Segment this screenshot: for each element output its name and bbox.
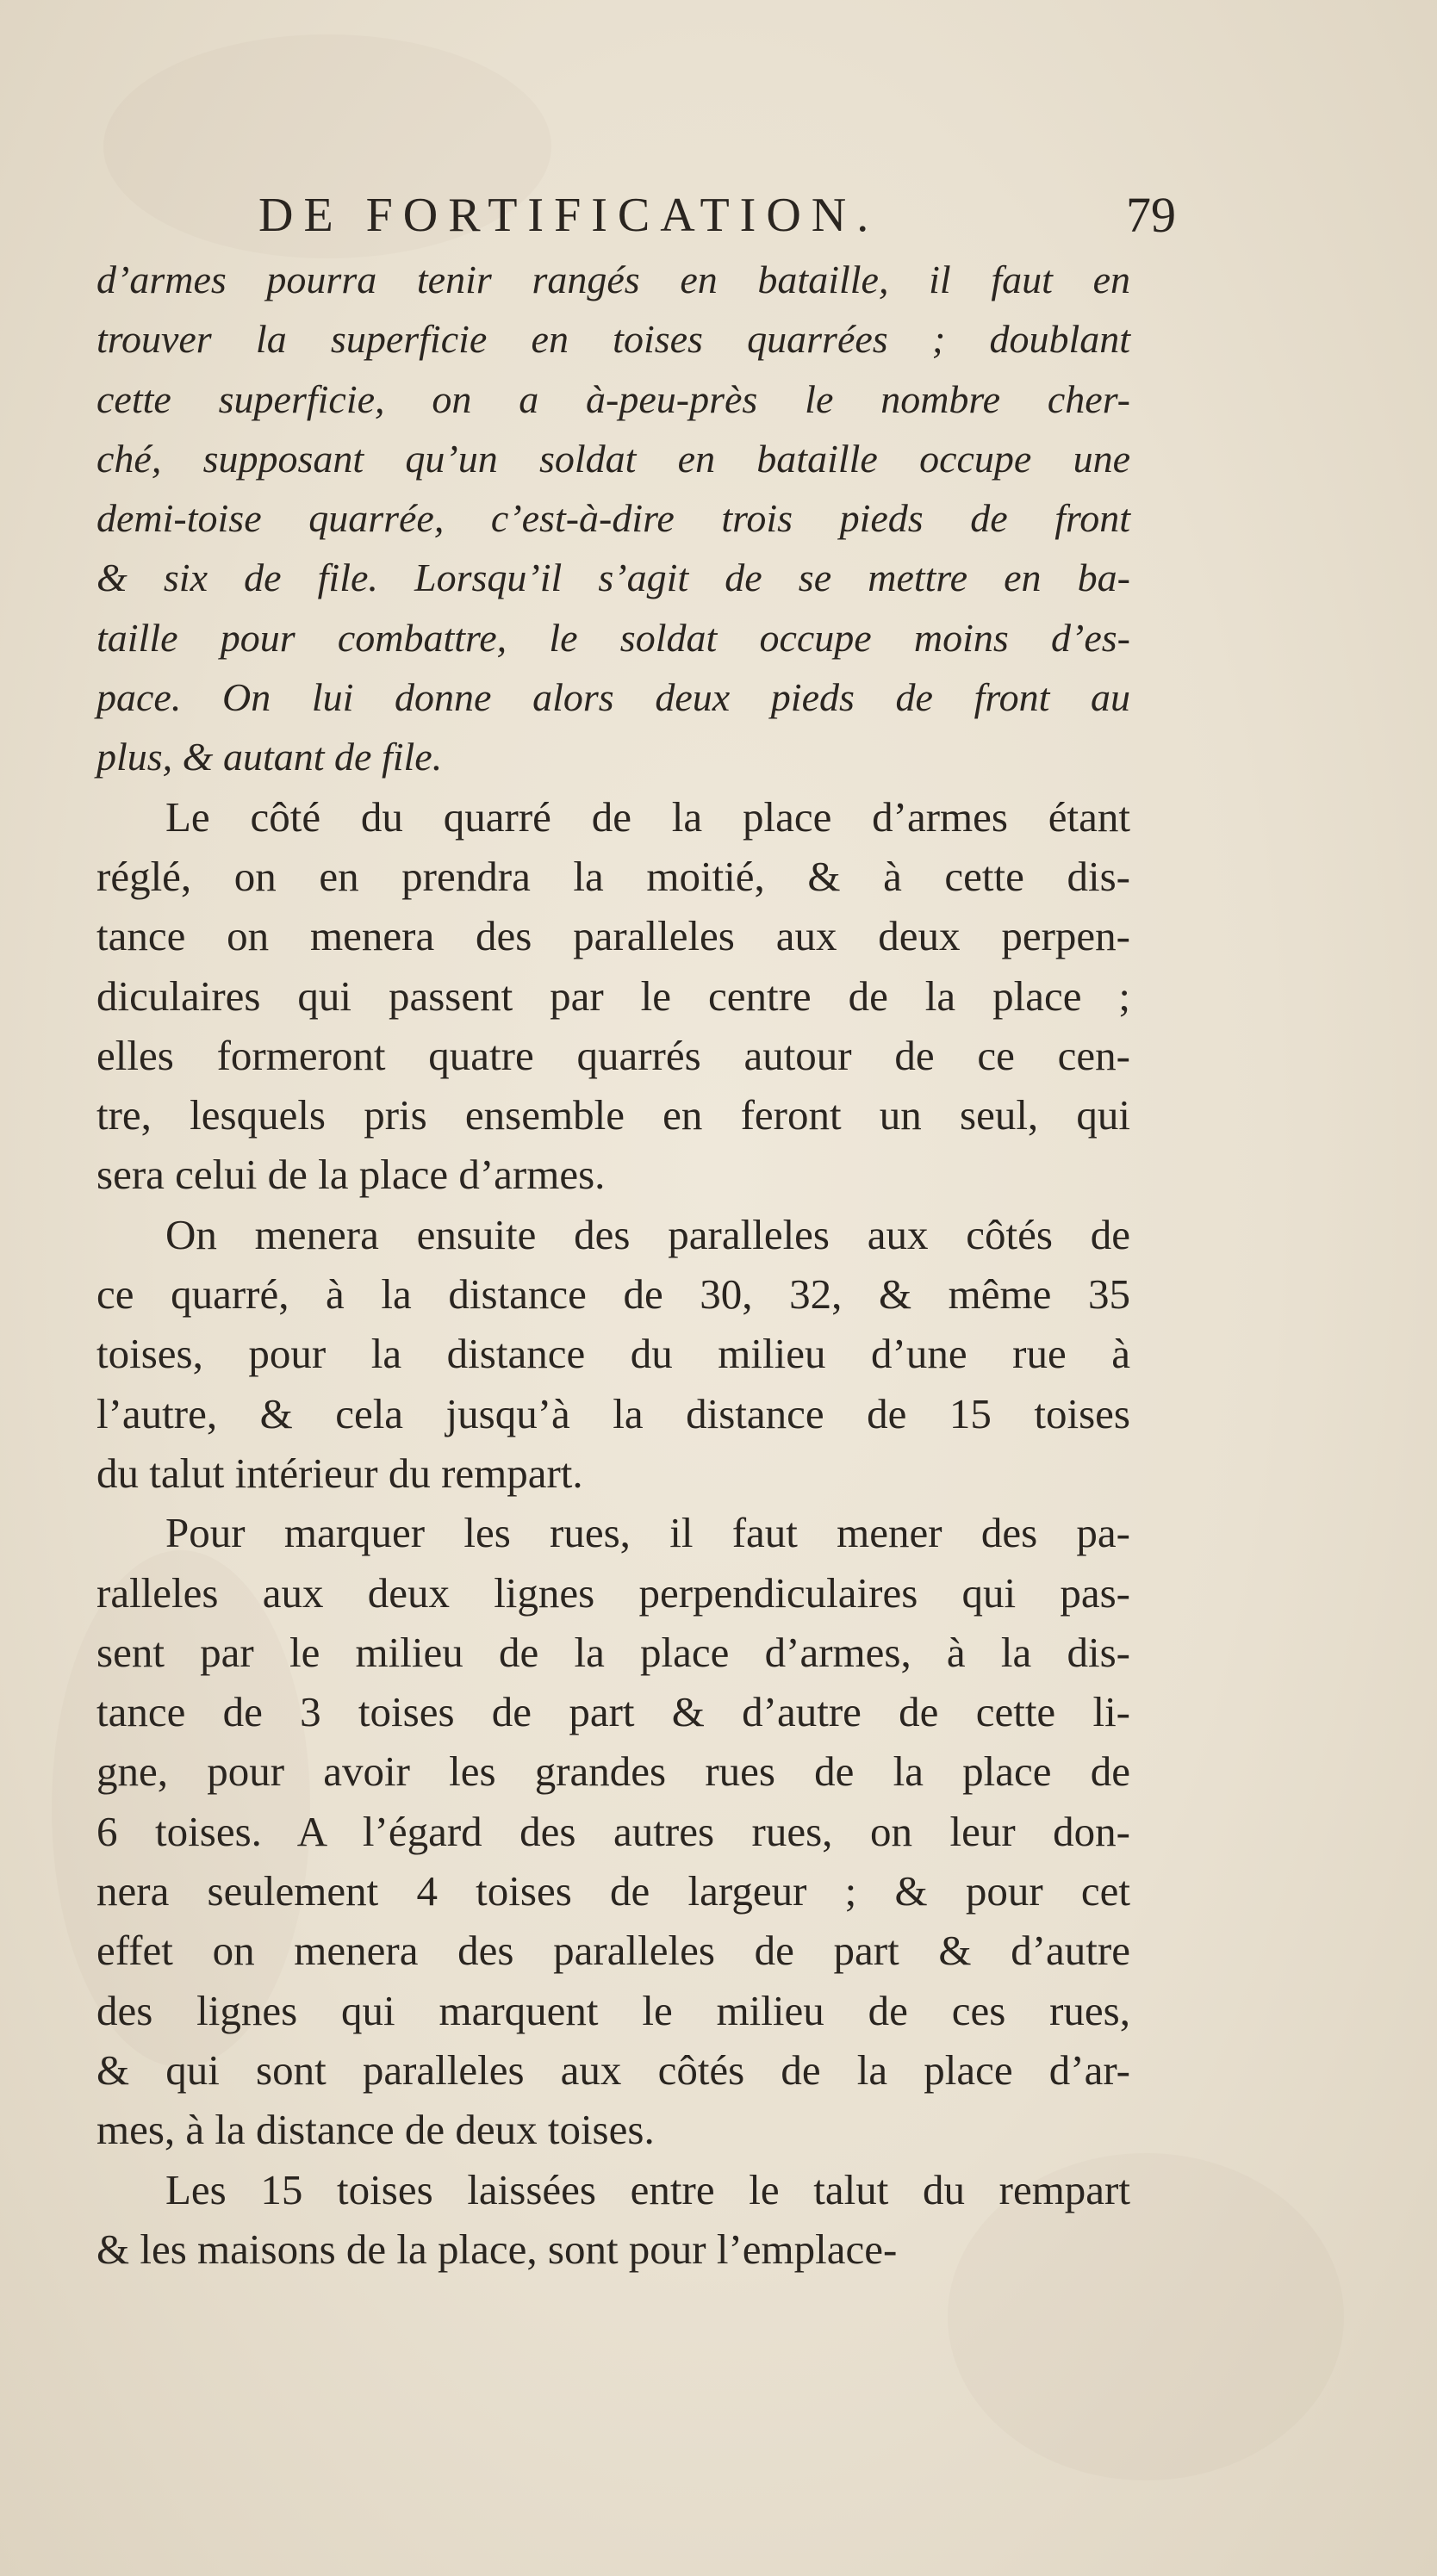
text-line: elles formeront quatre quarrés autour de ce cen-: [96, 1031, 1130, 1079]
text-line: des lignes qui marquent le milieu de ces rues,: [96, 1986, 1130, 2034]
text-line: tre, lesquels pris ensemble en feront un seul, qui: [96, 1091, 1130, 1139]
text-line: ralleles aux deux lignes perpendiculaires qui pas-: [96, 1568, 1130, 1617]
text-line: toises, pour la distance du milieu d’une rue à: [96, 1330, 1130, 1378]
text-line: Les 15 toises laissées entre le talut du rempart: [165, 2165, 1130, 2213]
text-line: diculaires qui passent par le centre de la place ;: [96, 971, 1130, 1020]
paragraph: [96, 250, 1130, 787]
running-title: DE FORTIFICATION.: [258, 189, 880, 242]
text-line: tance de 3 toises de part & d’autre de cette li-: [96, 1688, 1130, 1736]
page-header: [258, 181, 1176, 250]
paragraph: [96, 2160, 1130, 2280]
text-line: réglé, on en prendra la moitié, & à cette dis-: [96, 852, 1130, 900]
text-line: gne, pour avoir les grandes rues de la place de: [96, 1747, 1130, 1796]
text-line: l’autre, & cela jusqu’à la distance de 15 toises: [96, 1389, 1130, 1437]
text-line: Pour marquer les rues, il faut mener des pa-: [165, 1509, 1130, 1557]
paragraph: [96, 787, 1130, 1205]
text-line: nera seulement 4 toises de largeur ; & pour cet: [96, 1867, 1130, 1915]
paragraph: [96, 1503, 1130, 2159]
text-line: & qui sont paralleles aux côtés de la place d’ar-: [96, 2045, 1130, 2094]
text-line: trouver la superficie en toises quarrées ; doublant: [96, 317, 1130, 362]
body-text: [96, 250, 1130, 2279]
text-line: mes, à la distance de deux toises.: [96, 2106, 655, 2154]
text-line: du talut intérieur du rempart.: [96, 1449, 583, 1497]
text-line: pace. On lui donne alors deux pieds de front au: [96, 675, 1130, 720]
text-line: cette superficie, on a à-peu-près le nombre cher-: [96, 376, 1130, 421]
text-line: ché, supposant qu’un soldat en bataille occupe une: [96, 436, 1130, 481]
text-line: plus, & autant de file.: [96, 735, 443, 779]
text-line: Le côté du quarré de la place d’armes étant: [165, 792, 1130, 841]
text-line: ce quarré, à la distance de 30, 32, & même 35: [96, 1270, 1130, 1319]
text-line: sera celui de la place d’armes.: [96, 1151, 606, 1199]
paragraph: [96, 1205, 1130, 1503]
text-line: 6 toises. A l’égard des autres rues, on leur don-: [96, 1807, 1130, 1855]
text-line: sent par le milieu de la place d’armes, à la dis-: [96, 1628, 1130, 1676]
text-line: tance on menera des paralleles aux deux perpen-: [96, 912, 1130, 960]
text-line: d’armes pourra tenir rangés en bataille, il faut en: [96, 258, 1130, 301]
text-line: & six de file. Lorsqu’il s’agit de se mettre en ba-: [96, 556, 1130, 600]
text-line: taille pour combattre, le soldat occupe moins d’es-: [96, 615, 1130, 660]
text-line: demi-toise quarrée, c’est-à-dire trois pieds de front: [96, 496, 1130, 541]
text-line: & les maisons de la place, sont pour l’emplace-: [96, 2225, 898, 2273]
text-line: effet on menera des paralleles de part & d’autre: [96, 1927, 1130, 1975]
page-number: 79: [1126, 187, 1176, 243]
text-line: On menera ensuite des paralleles aux côtés de: [165, 1210, 1130, 1258]
